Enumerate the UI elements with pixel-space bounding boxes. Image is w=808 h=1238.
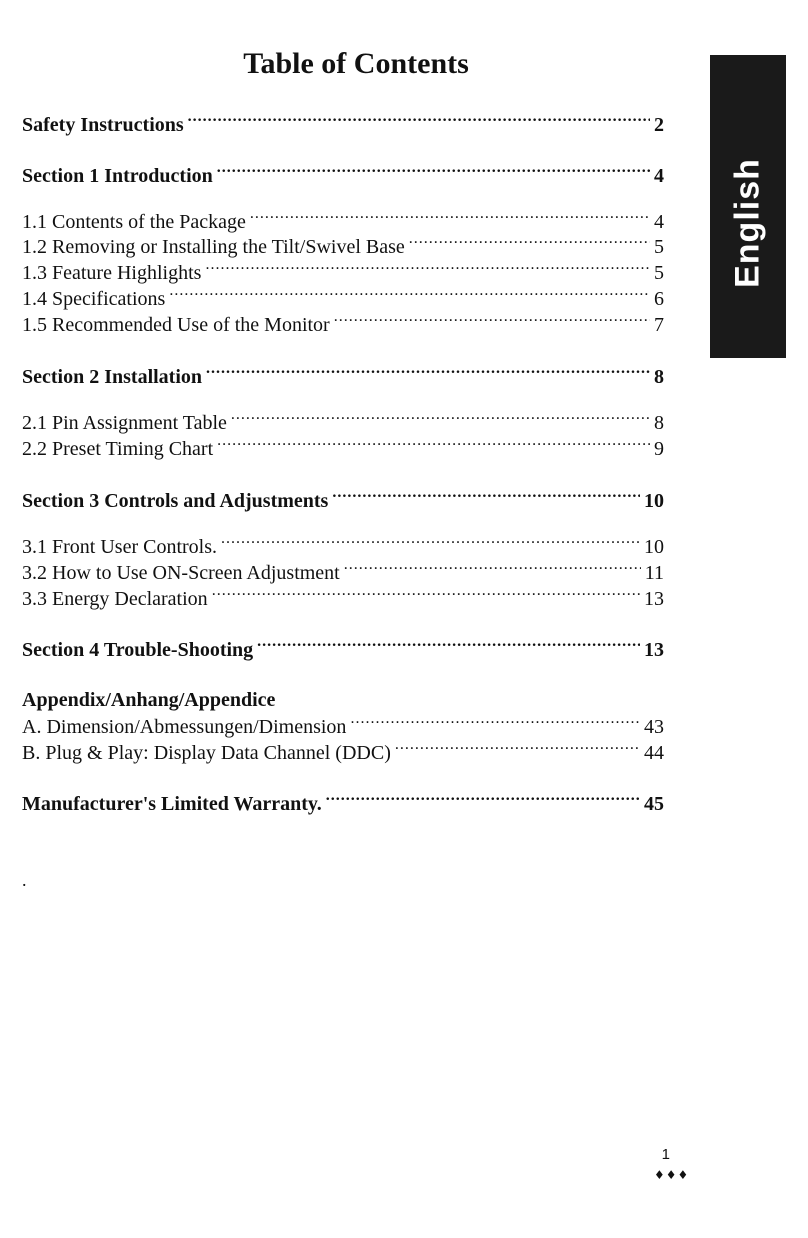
toc-entry-text: A. Dimension/Abmessungen/Dimension — [22, 716, 347, 738]
toc-entry-text: 3.1 Front User Controls. — [22, 536, 217, 558]
page-title: Table of Contents — [243, 47, 469, 80]
toc-entry-page: 43 — [644, 716, 664, 738]
toc-entry-1-3[interactable] — [22, 259, 664, 286]
toc-leader-dots — [188, 111, 650, 131]
toc-entry-text: Manufacturer's Limited Warranty. — [22, 793, 322, 815]
toc-entry-section-4[interactable] — [22, 636, 664, 663]
toc-entry-page: 13 — [644, 588, 664, 610]
toc-leader-dots — [250, 208, 650, 228]
toc-entry-text: 1.1 Contents of the Package — [22, 211, 246, 233]
toc-entry-2-1[interactable] — [22, 409, 664, 436]
toc-entry-page: 11 — [644, 562, 664, 584]
toc-entry-text: 3.2 How to Use ON-Screen Adjustment — [22, 562, 340, 584]
toc-entry-2-2[interactable] — [22, 435, 664, 462]
toc-leader-dots — [231, 409, 650, 429]
toc-entry-page: 44 — [644, 742, 664, 764]
toc-entry-1-1[interactable] — [22, 208, 664, 235]
toc-leader-dots — [350, 713, 640, 733]
toc-leader-dots — [409, 233, 650, 253]
toc-entry-text: 1.4 Specifications — [22, 288, 166, 310]
toc-entry-3-2[interactable] — [22, 559, 664, 586]
toc-entry-page: 4 — [654, 165, 664, 187]
appendix-heading: Appendix/Anhang/Appendice — [22, 689, 276, 711]
toc-entry-page: 10 — [644, 490, 664, 512]
toc-leader-dots — [205, 259, 650, 279]
page-number: 1 — [661, 1146, 670, 1163]
toc-entry-page: 10 — [644, 536, 664, 558]
toc-entry-text: 2.2 Preset Timing Chart — [22, 438, 214, 460]
toc-entry-page: 13 — [644, 639, 664, 661]
toc-leader-dots — [332, 487, 640, 507]
stray-mark: . — [22, 870, 27, 890]
language-tab — [710, 55, 786, 358]
toc-entry-text: B. Plug & Play: Display Data Channel (DDC) — [22, 742, 391, 764]
toc-entry-section-2[interactable] — [22, 363, 664, 390]
toc-entry-text: 1.2 Removing or Installing the Tilt/Swivel Base — [22, 236, 405, 258]
toc-entry-text: 1.5 Recommended Use of the Monitor — [22, 314, 330, 336]
toc-entry-text: Section 1 Introduction — [22, 165, 213, 187]
toc-entry-safety-instructions[interactable] — [22, 111, 664, 138]
toc-entry-page: 2 — [654, 114, 664, 136]
toc-entry-text: Section 4 Trouble-Shooting — [22, 639, 254, 661]
toc-entry-1-5[interactable] — [22, 311, 664, 338]
toc-leader-dots — [212, 585, 640, 605]
toc-entry-page: 6 — [654, 288, 664, 310]
toc-entry-page: 5 — [654, 262, 664, 284]
toc-entry-text: 3.3 Energy Declaration — [22, 588, 208, 610]
toc-entry-page: 45 — [644, 793, 664, 815]
toc-leader-dots — [344, 559, 641, 579]
toc-entry-text: 2.1 Pin Assignment Table — [22, 412, 227, 434]
toc-leader-dots — [395, 739, 640, 759]
toc-entry-appendix-b[interactable] — [22, 739, 664, 766]
toc-entry-warranty[interactable] — [22, 790, 664, 817]
toc-entry-page: 9 — [654, 438, 664, 460]
toc-entry-page: 8 — [654, 366, 664, 388]
language-tab-label: English — [728, 158, 767, 288]
toc-entry-1-4[interactable] — [22, 285, 664, 312]
toc-entry-page: 5 — [654, 236, 664, 258]
toc-entry-text: Safety Instructions — [22, 114, 184, 136]
toc-entry-text: 1.3 Feature Highlights — [22, 262, 202, 284]
toc-entry-1-2[interactable] — [22, 233, 664, 260]
toc-entry-3-1[interactable] — [22, 533, 664, 560]
toc-entry-text: Section 3 Controls and Adjustments — [22, 490, 329, 512]
toc-leader-dots — [169, 285, 650, 305]
toc-entry-appendix-a[interactable] — [22, 713, 664, 740]
diamond-ornament-icon: ♦♦♦ — [654, 1168, 690, 1182]
toc-leader-dots — [221, 533, 640, 553]
toc-leader-dots — [326, 790, 640, 810]
toc-entry-page: 4 — [654, 211, 664, 233]
toc-leader-dots — [334, 311, 650, 331]
toc-entry-section-1[interactable] — [22, 162, 664, 189]
toc-leader-dots — [217, 162, 650, 182]
toc-entry-text: Section 2 Installation — [22, 366, 203, 388]
toc-entry-page: 7 — [654, 314, 664, 336]
toc-entry-section-3[interactable] — [22, 487, 664, 514]
toc-leader-dots — [217, 435, 650, 455]
toc-leader-dots — [206, 363, 650, 383]
toc-entry-3-3[interactable] — [22, 585, 664, 612]
toc-entry-page: 8 — [654, 412, 664, 434]
toc-leader-dots — [257, 636, 640, 656]
